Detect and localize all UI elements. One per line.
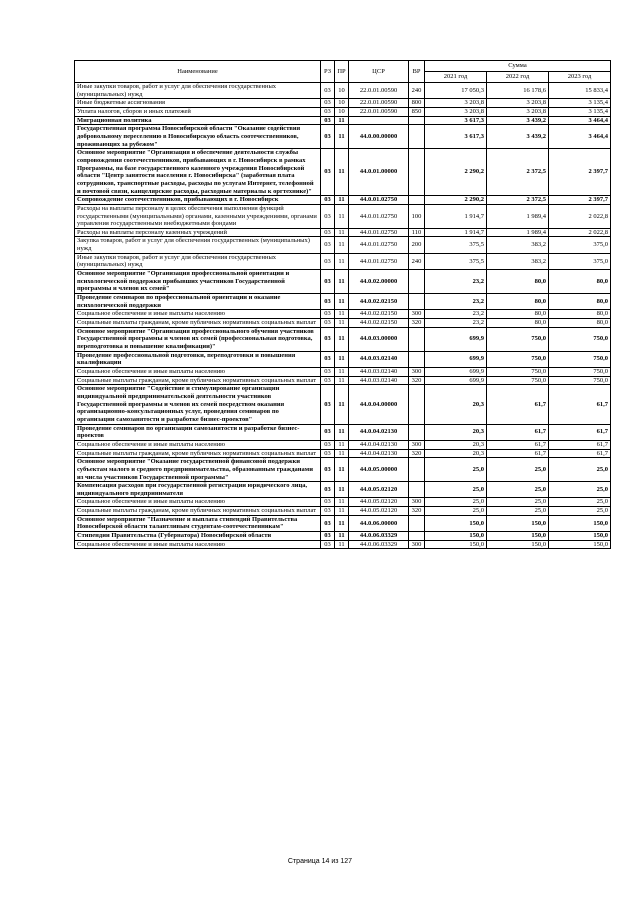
cell-2023: 25,0 [549, 482, 611, 498]
cell-rz: 03 [321, 424, 335, 440]
cell-csr: 44.0.05.02120 [349, 482, 409, 498]
cell-2023: 2 022,8 [549, 204, 611, 228]
cell-2022: 3 203,8 [487, 99, 549, 108]
cell-pr: 11 [335, 376, 349, 385]
cell-vr [409, 385, 425, 424]
cell-2022: 16 178,6 [487, 83, 549, 99]
table-row [75, 507, 611, 516]
header-year-2022: 2022 год [487, 72, 549, 83]
cell-pr: 11 [335, 204, 349, 228]
cell-2021: 20,3 [425, 424, 487, 440]
cell-2022: 1 989,4 [487, 204, 549, 228]
table-row [75, 532, 611, 541]
table-row [75, 116, 611, 125]
cell-2022: 1 989,4 [487, 228, 549, 237]
cell-2021: 150,0 [425, 515, 487, 531]
cell-2022: 2 372,5 [487, 196, 549, 205]
cell-rz: 03 [321, 149, 335, 196]
cell-csr: 44.0.01.00000 [349, 149, 409, 196]
cell-pr: 11 [335, 270, 349, 294]
cell-vr: 320 [409, 319, 425, 328]
table-row [75, 294, 611, 310]
table-row [75, 327, 611, 351]
table-row [75, 237, 611, 253]
cell-name: Основное мероприятие "Организация профессионального обучения участников Государственной программы и членов их семей (профессиональная подготовка, переподготовка и повышение квалификации)" [75, 327, 321, 351]
cell-2022: 750,0 [487, 351, 549, 367]
cell-pr: 11 [335, 125, 349, 149]
cell-rz: 03 [321, 204, 335, 228]
table-row [75, 319, 611, 328]
cell-name: Социальные выплаты гражданам, кроме публичных нормативных социальных выплат [75, 319, 321, 328]
cell-pr: 10 [335, 99, 349, 108]
cell-vr: 240 [409, 253, 425, 269]
cell-csr: 44.0.06.00000 [349, 515, 409, 531]
cell-vr: 200 [409, 237, 425, 253]
table-row [75, 270, 611, 294]
cell-name: Уплата налогов, сборов и иных платежей [75, 107, 321, 116]
cell-rz: 03 [321, 540, 335, 549]
cell-2022: 61,7 [487, 385, 549, 424]
table-row [75, 204, 611, 228]
cell-csr: 44.0.05.02120 [349, 507, 409, 516]
cell-vr: 850 [409, 107, 425, 116]
cell-2023: 61,7 [549, 385, 611, 424]
cell-2021: 23,2 [425, 319, 487, 328]
table-row [75, 83, 611, 99]
cell-pr: 11 [335, 424, 349, 440]
table-row [75, 228, 611, 237]
cell-csr: 44.0.01.02750 [349, 204, 409, 228]
cell-2023: 25,0 [549, 507, 611, 516]
cell-pr: 10 [335, 83, 349, 99]
table-row [75, 376, 611, 385]
cell-csr: 44.0.02.02150 [349, 310, 409, 319]
cell-vr: 240 [409, 83, 425, 99]
cell-2021: 23,2 [425, 310, 487, 319]
header-pr: ПР [335, 61, 349, 83]
cell-name: Социальные выплаты гражданам, кроме публичных нормативных социальных выплат [75, 507, 321, 516]
cell-2021: 3 203,8 [425, 107, 487, 116]
table-row [75, 498, 611, 507]
cell-vr: 300 [409, 540, 425, 549]
cell-2022: 3 439,2 [487, 116, 549, 125]
cell-rz: 03 [321, 237, 335, 253]
cell-csr: 44.0.01.02750 [349, 196, 409, 205]
cell-2023: 61,7 [549, 449, 611, 458]
table-body [75, 83, 611, 549]
cell-pr: 11 [335, 319, 349, 328]
cell-name: Основное мероприятие "Содействие и стимулирование организации индивидуальной предпринимательской деятельности участников Государственной программы и членов их семей посредством оказания организационно-консультационных услуг, проведения семинаров по организации самозанятости и разработке бизнес-проектов" [75, 385, 321, 424]
cell-2022: 3 439,2 [487, 125, 549, 149]
header-rz: РЗ [321, 61, 335, 83]
cell-name: Миграционная политика [75, 116, 321, 125]
cell-2021: 3 617,3 [425, 125, 487, 149]
cell-2023: 61,7 [549, 440, 611, 449]
cell-2021: 25,0 [425, 507, 487, 516]
cell-2023: 15 833,4 [549, 83, 611, 99]
cell-2022: 150,0 [487, 515, 549, 531]
cell-vr [409, 294, 425, 310]
cell-2022: 2 372,5 [487, 149, 549, 196]
cell-csr: 44.0.01.02750 [349, 253, 409, 269]
cell-vr [409, 351, 425, 367]
cell-pr: 11 [335, 449, 349, 458]
cell-vr [409, 149, 425, 196]
cell-pr: 11 [335, 327, 349, 351]
cell-csr: 44.0.04.00000 [349, 385, 409, 424]
cell-rz: 03 [321, 376, 335, 385]
cell-name: Основное мероприятие "Оказание государственной финансовой поддержки субъектам малого и среднего предпринимательства, образованным гражданами из числа участников Государственной программы" [75, 458, 321, 482]
cell-csr: 44.0.06.03329 [349, 540, 409, 549]
cell-2023: 80,0 [549, 310, 611, 319]
cell-rz: 03 [321, 367, 335, 376]
cell-rz: 03 [321, 458, 335, 482]
cell-pr: 11 [335, 294, 349, 310]
cell-name: Проведение семинаров по организации самозанятости и разработке бизнес-проектов [75, 424, 321, 440]
cell-2022: 150,0 [487, 532, 549, 541]
cell-2022: 25,0 [487, 507, 549, 516]
cell-pr: 11 [335, 515, 349, 531]
cell-2021: 1 914,7 [425, 228, 487, 237]
cell-name: Иные закупки товаров, работ и услуг для обеспечения государственных (муниципальных) нужд [75, 83, 321, 99]
table-row [75, 540, 611, 549]
cell-2022: 750,0 [487, 367, 549, 376]
table-row [75, 515, 611, 531]
cell-rz: 03 [321, 385, 335, 424]
cell-2022: 25,0 [487, 482, 549, 498]
cell-vr: 300 [409, 498, 425, 507]
cell-name: Социальное обеспечение и иные выплаты населению [75, 540, 321, 549]
cell-name: Государственная программа Новосибирской области "Оказание содействия добровольному переселению в Новосибирскую область соотечественников, проживающих за рубежом" [75, 125, 321, 149]
cell-2023: 2 397,7 [549, 196, 611, 205]
cell-2021: 20,3 [425, 449, 487, 458]
cell-name: Социальное обеспечение и иные выплаты населению [75, 367, 321, 376]
cell-name: Социальные выплаты гражданам, кроме публичных нормативных социальных выплат [75, 449, 321, 458]
cell-2023: 3 135,4 [549, 99, 611, 108]
cell-2023: 61,7 [549, 424, 611, 440]
cell-rz: 03 [321, 327, 335, 351]
cell-csr: 44.0.03.02140 [349, 376, 409, 385]
cell-csr: 44.0.03.00000 [349, 327, 409, 351]
cell-2021: 20,3 [425, 440, 487, 449]
cell-name: Социальное обеспечение и иные выплаты населению [75, 498, 321, 507]
cell-2022: 750,0 [487, 376, 549, 385]
cell-2022: 80,0 [487, 310, 549, 319]
cell-2021: 23,2 [425, 270, 487, 294]
cell-pr: 11 [335, 367, 349, 376]
cell-csr: 44.0.05.00000 [349, 458, 409, 482]
cell-2023: 375,0 [549, 253, 611, 269]
cell-2021: 23,2 [425, 294, 487, 310]
cell-vr [409, 532, 425, 541]
table-row [75, 440, 611, 449]
cell-2021: 2 290,2 [425, 149, 487, 196]
cell-csr: 44.0.04.02130 [349, 424, 409, 440]
cell-rz: 03 [321, 319, 335, 328]
table-row [75, 458, 611, 482]
cell-rz: 03 [321, 310, 335, 319]
cell-2023: 2 022,8 [549, 228, 611, 237]
cell-pr: 11 [335, 498, 349, 507]
cell-2021: 150,0 [425, 540, 487, 549]
table-header [75, 61, 611, 83]
cell-name: Проведение профессиональной подготовки, переподготовки и повышения квалификации [75, 351, 321, 367]
cell-2023: 150,0 [549, 540, 611, 549]
cell-pr: 11 [335, 228, 349, 237]
cell-csr: 22.0.01.00590 [349, 107, 409, 116]
cell-vr: 100 [409, 204, 425, 228]
cell-rz: 03 [321, 532, 335, 541]
cell-2023: 150,0 [549, 532, 611, 541]
cell-rz: 03 [321, 482, 335, 498]
cell-2022: 383,2 [487, 253, 549, 269]
cell-rz: 03 [321, 270, 335, 294]
cell-rz: 03 [321, 228, 335, 237]
cell-2022: 25,0 [487, 458, 549, 482]
cell-2022: 750,0 [487, 327, 549, 351]
cell-2021: 375,5 [425, 253, 487, 269]
cell-name: Социальное обеспечение и иные выплаты населению [75, 440, 321, 449]
cell-pr: 11 [335, 196, 349, 205]
cell-pr: 11 [335, 351, 349, 367]
cell-name: Социальные выплаты гражданам, кроме публичных нормативных социальных выплат [75, 376, 321, 385]
table-row [75, 310, 611, 319]
cell-pr: 11 [335, 507, 349, 516]
cell-vr [409, 327, 425, 351]
table-row [75, 125, 611, 149]
cell-rz: 03 [321, 498, 335, 507]
cell-name: Компенсация расходов при государственной регистрации юридического лица, индивидуального предпринимателя [75, 482, 321, 498]
cell-2023: 375,0 [549, 237, 611, 253]
cell-rz: 03 [321, 253, 335, 269]
table-row [75, 253, 611, 269]
cell-2023: 80,0 [549, 270, 611, 294]
table-row [75, 385, 611, 424]
cell-vr [409, 515, 425, 531]
cell-name: Иные бюджетные ассигнования [75, 99, 321, 108]
cell-csr: 44.0.05.02120 [349, 498, 409, 507]
cell-2022: 80,0 [487, 270, 549, 294]
cell-2021: 25,0 [425, 498, 487, 507]
cell-name: Сопровождение соотечественников, прибывающих в г. Новосибирск [75, 196, 321, 205]
cell-2021: 699,9 [425, 351, 487, 367]
cell-2021: 3 617,3 [425, 116, 487, 125]
header-csr: ЦСР [349, 61, 409, 83]
cell-name: Стипендии Правительства (Губернатора) Новосибирской области [75, 532, 321, 541]
cell-2021: 2 290,2 [425, 196, 487, 205]
cell-2021: 25,0 [425, 458, 487, 482]
header-year-2023: 2023 год [549, 72, 611, 83]
cell-csr: 44.0.02.02150 [349, 319, 409, 328]
budget-table-container [74, 60, 610, 549]
header-name: Наименование [75, 61, 321, 83]
cell-rz: 03 [321, 99, 335, 108]
cell-csr: 44.0.06.03329 [349, 532, 409, 541]
table-row [75, 351, 611, 367]
cell-name: Основное мероприятие "Организация профессиональной ориентации и психологической поддержки прибывших участников Государственной программы и членов их семей" [75, 270, 321, 294]
cell-vr [409, 482, 425, 498]
cell-csr: 44.0.00.00000 [349, 125, 409, 149]
cell-rz: 03 [321, 449, 335, 458]
cell-2021: 375,5 [425, 237, 487, 253]
table-row [75, 99, 611, 108]
cell-rz: 03 [321, 507, 335, 516]
cell-rz: 03 [321, 196, 335, 205]
cell-vr [409, 424, 425, 440]
table-row [75, 482, 611, 498]
cell-2021: 1 914,7 [425, 204, 487, 228]
cell-vr: 320 [409, 507, 425, 516]
budget-table [74, 60, 611, 549]
cell-2023: 150,0 [549, 515, 611, 531]
cell-pr: 11 [335, 440, 349, 449]
cell-rz: 03 [321, 440, 335, 449]
cell-rz: 03 [321, 125, 335, 149]
cell-2021: 699,9 [425, 327, 487, 351]
cell-pr: 11 [335, 532, 349, 541]
cell-name: Иные закупки товаров, работ и услуг для обеспечения государственных (муниципальных) нужд [75, 253, 321, 269]
cell-vr: 300 [409, 310, 425, 319]
cell-name: Проведение семинаров по профессиональной ориентации и оказание психологической поддержки [75, 294, 321, 310]
cell-pr: 11 [335, 540, 349, 549]
cell-2021: 20,3 [425, 385, 487, 424]
cell-2022: 61,7 [487, 424, 549, 440]
cell-name: Расходы на выплаты персоналу казенных учреждений [75, 228, 321, 237]
cell-2023: 3 464,4 [549, 125, 611, 149]
cell-pr: 11 [335, 482, 349, 498]
cell-2021: 17 050,3 [425, 83, 487, 99]
cell-vr: 320 [409, 376, 425, 385]
cell-rz: 03 [321, 351, 335, 367]
cell-pr: 11 [335, 253, 349, 269]
cell-vr [409, 270, 425, 294]
cell-rz: 03 [321, 294, 335, 310]
cell-pr: 11 [335, 116, 349, 125]
cell-csr: 44.0.03.02140 [349, 367, 409, 376]
cell-vr: 300 [409, 367, 425, 376]
cell-2021: 699,9 [425, 376, 487, 385]
table-row [75, 367, 611, 376]
cell-vr: 300 [409, 440, 425, 449]
cell-rz: 03 [321, 515, 335, 531]
cell-pr: 11 [335, 149, 349, 196]
cell-2021: 3 203,8 [425, 99, 487, 108]
cell-csr: 44.0.01.02750 [349, 228, 409, 237]
page-counter: Страница 14 из 127 [287, 858, 353, 865]
cell-vr [409, 458, 425, 482]
header-vr: ВР [409, 61, 425, 83]
cell-2023: 750,0 [549, 327, 611, 351]
cell-csr: 44.0.02.00000 [349, 270, 409, 294]
table-row [75, 424, 611, 440]
cell-2022: 150,0 [487, 540, 549, 549]
table-row [75, 149, 611, 196]
cell-2023: 750,0 [549, 376, 611, 385]
cell-csr: 44.0.04.02130 [349, 449, 409, 458]
cell-2022: 80,0 [487, 294, 549, 310]
cell-vr: 800 [409, 99, 425, 108]
cell-2021: 150,0 [425, 532, 487, 541]
cell-name: Основное мероприятие "Назначение и выплата стипендий Правительства Новосибирской области талантливым студентам-соотечественникам" [75, 515, 321, 531]
cell-vr [409, 116, 425, 125]
cell-name: Основное мероприятие "Организация и обеспечение деятельности службы сопровождения соотечественников, прибывающих в г. Новосибирск в рамках Программы, на базе государственного казенного учреждения Новосибирской области "Центр занятости населения г. Новосибирска" (заработная плата сотрудников, транспортные расходы, расходы по услугам Интернет, телефонной и почтовой связи, канцелярские расходы, расходные материалы к оргтехнике)" [75, 149, 321, 196]
cell-csr: 22.0.01.00590 [349, 99, 409, 108]
cell-csr [349, 116, 409, 125]
cell-name: Закупка товаров, работ и услуг для обеспечения государственных (муниципальных) нужд [75, 237, 321, 253]
cell-vr: 110 [409, 228, 425, 237]
cell-2022: 61,7 [487, 440, 549, 449]
cell-2022: 3 203,8 [487, 107, 549, 116]
cell-2021: 25,0 [425, 482, 487, 498]
cell-2023: 25,0 [549, 498, 611, 507]
cell-2023: 25,0 [549, 458, 611, 482]
header-year-2021: 2021 год [425, 72, 487, 83]
cell-vr [409, 125, 425, 149]
table-row [75, 107, 611, 116]
cell-csr: 22.0.01.00590 [349, 83, 409, 99]
cell-2023: 2 397,7 [549, 149, 611, 196]
cell-pr: 11 [335, 237, 349, 253]
cell-pr: 11 [335, 385, 349, 424]
cell-2022: 80,0 [487, 319, 549, 328]
cell-vr [409, 196, 425, 205]
cell-2022: 61,7 [487, 449, 549, 458]
cell-2022: 25,0 [487, 498, 549, 507]
cell-rz: 03 [321, 107, 335, 116]
cell-pr: 11 [335, 310, 349, 319]
cell-name: Расходы на выплаты персоналу в целях обеспечения выполнения функций государственными (муниципальными) органами, казенными учреждениями, органами управления государственными внебюджетными фондами [75, 204, 321, 228]
cell-csr: 44.0.03.02140 [349, 351, 409, 367]
cell-pr: 10 [335, 107, 349, 116]
cell-2023: 80,0 [549, 294, 611, 310]
cell-2023: 3 135,4 [549, 107, 611, 116]
cell-vr: 320 [409, 449, 425, 458]
cell-name: Социальное обеспечение и иные выплаты населению [75, 310, 321, 319]
cell-2022: 383,2 [487, 237, 549, 253]
cell-rz: 03 [321, 83, 335, 99]
cell-2023: 80,0 [549, 319, 611, 328]
cell-2021: 699,9 [425, 367, 487, 376]
cell-2023: 750,0 [549, 351, 611, 367]
cell-csr: 44.0.01.02750 [349, 237, 409, 253]
cell-2023: 750,0 [549, 367, 611, 376]
cell-2023: 3 464,4 [549, 116, 611, 125]
cell-csr: 44.0.02.02150 [349, 294, 409, 310]
table-row [75, 449, 611, 458]
header-sum: Сумма [425, 61, 611, 72]
cell-pr: 11 [335, 458, 349, 482]
cell-csr: 44.0.04.02130 [349, 440, 409, 449]
table-row [75, 196, 611, 205]
cell-rz: 03 [321, 116, 335, 125]
